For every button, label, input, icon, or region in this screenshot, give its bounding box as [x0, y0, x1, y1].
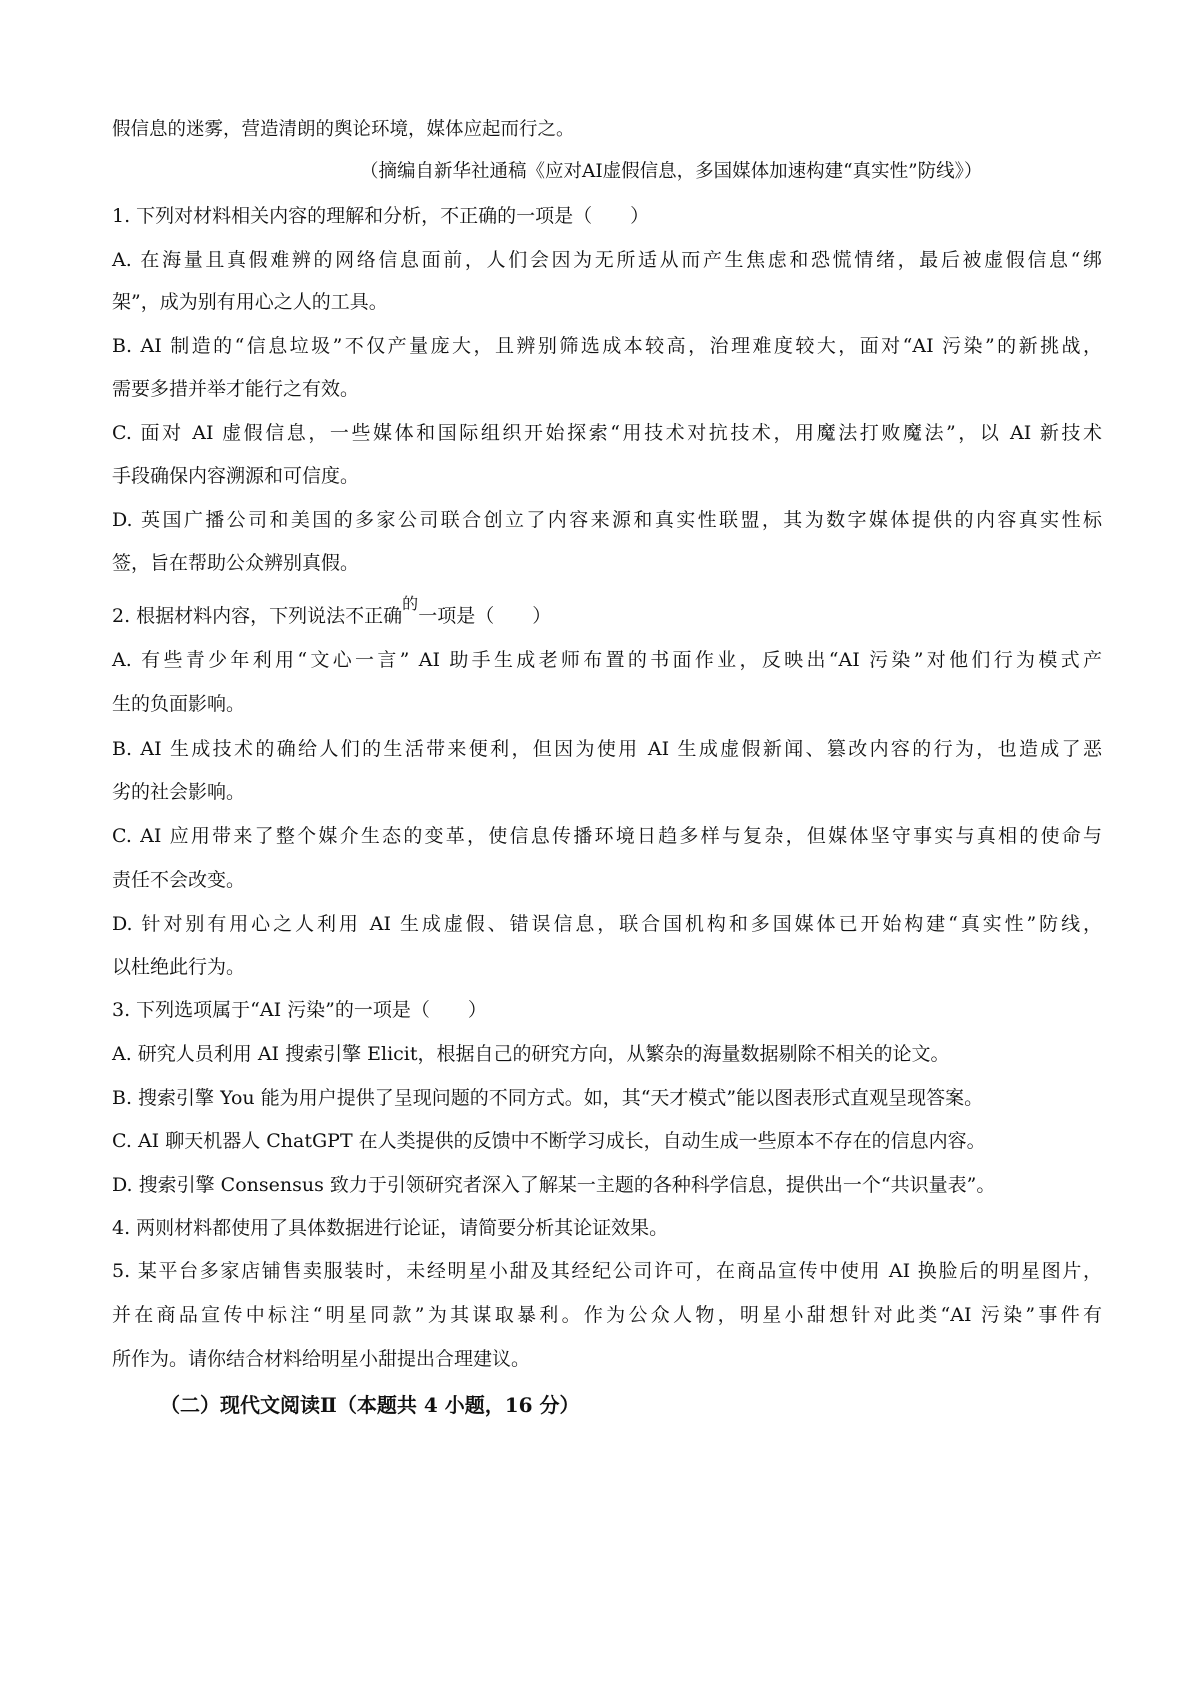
- question-5-line-2: 并在商品宣传中标注“明星同款”为其谋取暴利。作为公众人物，明星小甜想针对此类“AI 污染”事件有: [112, 1304, 1102, 1326]
- question-2-option-a-line-1: A. 有些青少年利用“文心一言” AI 助手生成老师布置的书面作业，反映出“AI 污染”对他们行为模式产: [112, 649, 1102, 671]
- question-1-option-d-line-2: 签，旨在帮助公众辨别真假。: [112, 552, 360, 574]
- question-2-option-b-line-2: 劣的社会影响。: [112, 781, 246, 803]
- section-heading: （二）现代文阅读Ⅱ（本题共 4 小题，16 分）: [160, 1393, 580, 1417]
- question-4-stem: 4. 两则材料都使用了具体数据进行论证，请简要分析其论证效果。: [112, 1217, 669, 1239]
- question-1-option-a-line-1: A. 在海量且真假难辨的网络信息面前，人们会因为无所适从而产生焦虑和恐慌情绪，最后被虚假信息“绑: [112, 249, 1102, 271]
- question-1-option-d-line-1: D. 英国广播公司和美国的多家公司联合创立了内容来源和真实性联盟，其为数字媒体提供的内容真实性标: [112, 509, 1102, 531]
- question-2-option-c-line-1: C. AI 应用带来了整个媒介生态的变革，使信息传播环境日趋多样与复杂，但媒体坚守事实与真相的使命与: [112, 825, 1102, 847]
- question-3-option-c: C. AI 聊天机器人 ChatGPT 在人类提供的反馈中不断学习成长，自动生成一些原本不存在的信息内容。: [112, 1130, 986, 1152]
- question-2-option-d-line-1: D. 针对别有用心之人利用 AI 生成虚假、错误信息，联合国机构和多国媒体已开始构建“真实性”防线，: [112, 913, 1102, 935]
- question-3-option-d: D. 搜索引擎 Consensus 致力于引领研究者深入了解某一主题的各种科学信息，提供出一个“共识量表”。: [112, 1174, 996, 1196]
- question-1-option-a-line-2: 架”，成为别有用心之人的工具。: [112, 291, 388, 313]
- passage-source-citation: （摘编自新华社通稿《应对AI虚假信息，多国媒体加速构建“真实性”防线》）: [360, 161, 983, 182]
- question-2-option-a-line-2: 生的负面影响。: [112, 693, 246, 715]
- question-1-option-c-line-2: 手段确保内容溯源和可信度。: [112, 465, 360, 487]
- question-2-stem: [112, 594, 1102, 629]
- question-1-stem: 1. 下列对材料相关内容的理解和分析，不正确的一项是（ ）: [112, 205, 650, 227]
- question-2-stem-start: 2. 根据材料内容，下列说法不正确: [112, 605, 403, 627]
- question-3-option-a: A. 研究人员利用 AI 搜索引擎 Elicit，根据自己的研究方向，从繁杂的海量数据剔除不相关的论文。: [112, 1043, 950, 1065]
- question-2-option-d-line-2: 以杜绝此行为。: [112, 956, 246, 978]
- question-1-option-c-line-1: C. 面对 AI 虚假信息，一些媒体和国际组织开始探索“用技术对抗技术，用魔法打败魔法”，以 AI 新技术: [112, 422, 1102, 444]
- question-2-stem-end: 一项是（ ）: [418, 605, 552, 627]
- question-2-stem-superscript: 的: [402, 594, 419, 613]
- question-1-option-b-line-1: B. AI 制造的“信息垃圾”不仅产量庞大，且辨别筛选成本较高，治理难度较大，面对“AI 污染”的新挑战，: [112, 335, 1102, 357]
- passage-last-line: 假信息的迷雾，营造清朗的舆论环境，媒体应起而行之。: [112, 119, 575, 140]
- question-3-option-b: B. 搜索引擎 You 能为用户提供了呈现问题的不同方式。如，其“天才模式”能以图表形式直观呈现答案。: [112, 1087, 984, 1109]
- question-3-stem: 3. 下列选项属于“AI 污染”的一项是（ ）: [112, 999, 487, 1021]
- question-1-option-b-line-2: 需要多措并举才能行之有效。: [112, 378, 360, 400]
- question-5-line-1: 5. 某平台多家店铺售卖服装时，未经明星小甜及其经纪公司许可，在商品宣传中使用 AI 换脸后的明星图片，: [112, 1260, 1102, 1282]
- question-2-option-c-line-2: 责任不会改变。: [112, 869, 246, 891]
- question-5-line-3: 所作为。请你结合材料给明星小甜提出合理建议。: [112, 1348, 531, 1370]
- question-2-option-b-line-1: B. AI 生成技术的确给人们的生活带来便利，但因为使用 AI 生成虚假新闻、篡改内容的行为，也造成了恶: [112, 738, 1102, 760]
